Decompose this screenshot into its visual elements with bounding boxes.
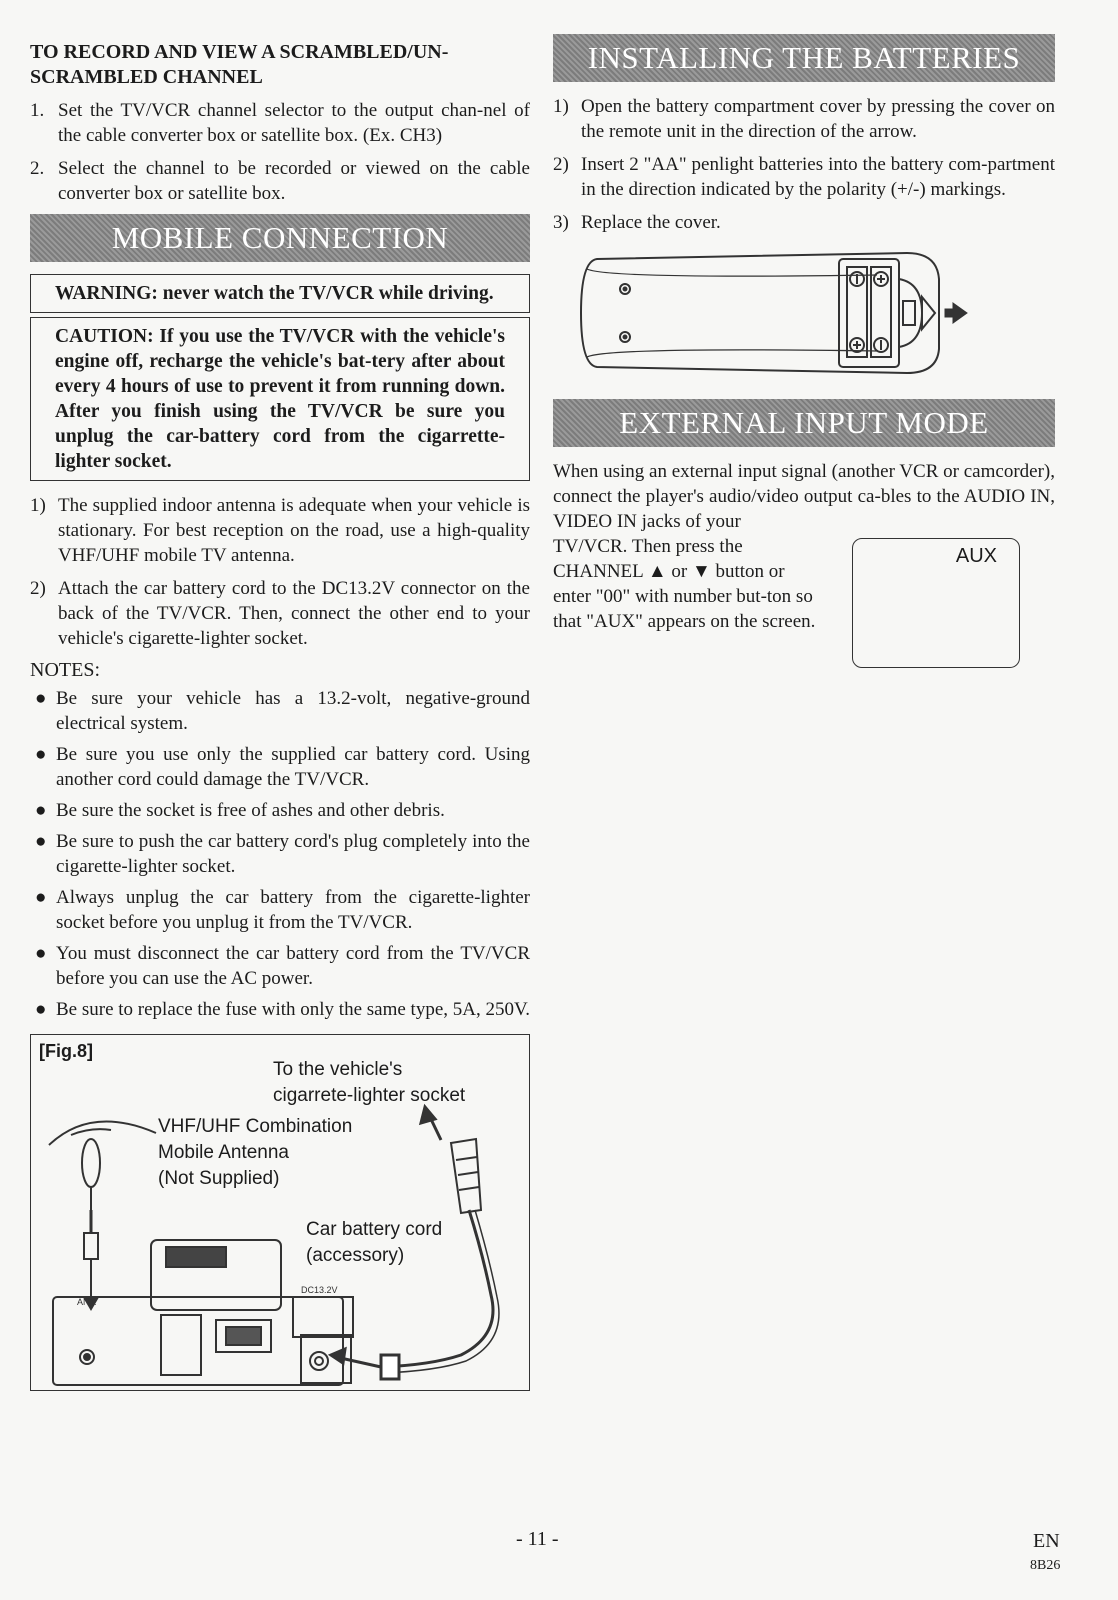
bullet-icon: ● bbox=[35, 831, 47, 852]
step-number: 2) bbox=[553, 154, 569, 175]
tv-screen-aux bbox=[852, 538, 1020, 668]
note-text: Be sure your vehicle has a 13.2-volt, negative-ground electrical system. bbox=[56, 688, 530, 734]
right-column bbox=[553, 30, 1055, 634]
step-number: 1) bbox=[553, 96, 569, 117]
language-code: EN bbox=[1033, 1530, 1060, 1552]
antenna-label bbox=[158, 1114, 352, 1192]
document-code: 8B26 bbox=[1030, 1558, 1061, 1573]
cord-text-line: Car battery cord bbox=[306, 1219, 443, 1240]
bullet-icon: ● bbox=[35, 744, 47, 765]
notes-list bbox=[30, 686, 530, 1022]
step-number: 3) bbox=[553, 212, 569, 233]
bullet-icon: ● bbox=[35, 688, 47, 709]
list-item bbox=[30, 576, 530, 651]
note-text: You must disconnect the car battery cord from the TV/VCR before you can use the AC power. bbox=[56, 943, 530, 989]
cord-text-line: (accessory) bbox=[306, 1245, 405, 1266]
socket-label bbox=[273, 1057, 465, 1109]
step-number: 2. bbox=[30, 158, 45, 179]
list-item bbox=[30, 493, 530, 568]
step-text: Replace the cover. bbox=[581, 212, 721, 233]
record-steps bbox=[30, 98, 530, 206]
arrow-up-icon bbox=[421, 1107, 441, 1140]
list-item bbox=[553, 94, 1055, 144]
remote-control-icon bbox=[581, 253, 939, 373]
antenna-icon bbox=[49, 1121, 156, 1309]
antenna-text-line: (Not Supplied) bbox=[158, 1168, 280, 1189]
list-item bbox=[553, 210, 1055, 235]
arrow-icon bbox=[331, 1349, 381, 1367]
cigarette-plug-icon bbox=[451, 1139, 481, 1213]
step-number: 2) bbox=[30, 578, 46, 599]
step-number: 1) bbox=[30, 495, 46, 516]
aux-row bbox=[553, 534, 1055, 634]
list-item bbox=[30, 686, 530, 736]
mobile-connection-banner: MOBILE CONNECTION bbox=[30, 214, 530, 262]
list-item bbox=[30, 829, 530, 879]
external-input-text: When using an external input signal (another VCR or camcorder), connect the player's audio/video output ca-bles to the AUDIO IN, VIDEO IN jacks of your bbox=[553, 461, 1055, 532]
notes-title: NOTES: bbox=[30, 659, 100, 681]
step-text: Insert 2 "AA" penlight batteries into the battery com-partment in the direction indicated by the polarity (+/-) markings. bbox=[581, 154, 1055, 200]
list-item bbox=[30, 941, 530, 991]
battery-steps bbox=[553, 94, 1055, 235]
list-item bbox=[30, 798, 530, 823]
note-text: Be sure the socket is free of ashes and other debris. bbox=[56, 800, 445, 821]
step-text: Open the battery compartment cover by pressing the cover on the remote unit in the direction of the arrow. bbox=[581, 96, 1055, 142]
bullet-icon: ● bbox=[35, 999, 47, 1020]
note-text: Always unplug the car battery from the cigarette-lighter socket before you unplug it from the TV/VCR. bbox=[56, 887, 530, 933]
note-text: Be sure to push the car battery cord's plug completely into the cigarette-lighter socket. bbox=[56, 831, 530, 877]
list-item bbox=[553, 152, 1055, 202]
dc-label: DC13.2V bbox=[301, 1285, 338, 1295]
record-title: TO RECORD AND VIEW A SCRAMBLED/UN-SCRAMBLED CHANNEL bbox=[30, 41, 449, 88]
bullet-icon: ● bbox=[35, 887, 47, 908]
list-item bbox=[30, 742, 530, 792]
step-text: Attach the car battery cord to the DC13.2V connector on the back of the TV/VCR. Then, connect the other end to your vehicle's cigarette-lighter socket. bbox=[58, 578, 530, 649]
list-item bbox=[30, 997, 530, 1022]
step-number: 1. bbox=[30, 100, 45, 121]
list-item bbox=[30, 156, 530, 206]
bullet-icon: ● bbox=[35, 800, 47, 821]
list-item bbox=[30, 885, 530, 935]
aux-screen-text: AUX bbox=[955, 545, 997, 567]
external-input-banner: EXTERNAL INPUT MODE bbox=[553, 399, 1055, 447]
arrow-right-icon bbox=[922, 297, 967, 329]
external-input-text-2: TV/VCR. Then press the CHANNEL ▲ or ▼ button or enter "00" with number but-ton so that "AUX" appears on the screen. bbox=[553, 536, 816, 632]
socket-text-line: cigarrete-lighter socket bbox=[273, 1085, 466, 1106]
list-item bbox=[30, 98, 530, 148]
socket-text-line: To the vehicle's bbox=[273, 1059, 403, 1080]
installing-batteries-banner: INSTALLING THE BATTERIES bbox=[553, 34, 1055, 82]
caution-box: CAUTION: If you use the TV/VCR with the vehicle's engine off, recharge the vehicle's bat-tery after about every 4 hours of use to prevent it from running down. After you finish using the TV/VCR be sure you unplug the car-battery cord from the cigarrette-lighter socket. bbox=[30, 317, 530, 481]
note-text: Be sure you use only the supplied car battery cord. Using another cord could damage the TV/VCR. bbox=[56, 744, 530, 790]
remote-battery-illustration bbox=[577, 249, 997, 379]
mobile-steps bbox=[30, 493, 530, 651]
note-text: Be sure to replace the fuse with only the same type, 5A, 250V. bbox=[56, 999, 531, 1020]
step-text: The supplied indoor antenna is adequate when your vehicle is stationary. For best reception on the road, use a high-quality VHF/UHF mobile TV antenna. bbox=[58, 495, 530, 566]
page-number: - 11 - bbox=[516, 1528, 559, 1550]
left-column bbox=[30, 30, 530, 1391]
step-text: Select the channel to be recorded or viewed on the cable converter box or satellite box. bbox=[58, 158, 530, 204]
figure-8-box bbox=[30, 1034, 530, 1391]
ant-label: ANT. bbox=[77, 1297, 97, 1307]
antenna-text-line: VHF/UHF Combination bbox=[158, 1116, 353, 1137]
warning-box: WARNING: never watch the TV/VCR while driving. bbox=[30, 274, 530, 313]
bullet-icon: ● bbox=[35, 943, 47, 964]
antenna-text-line: Mobile Antenna bbox=[158, 1142, 289, 1163]
figure-label: [Fig.8] bbox=[39, 1041, 93, 1061]
step-text: Set the TV/VCR channel selector to the output chan-nel of the cable converter box or satellite box. (Ex. CH3) bbox=[58, 100, 530, 146]
cord-label bbox=[306, 1217, 442, 1269]
